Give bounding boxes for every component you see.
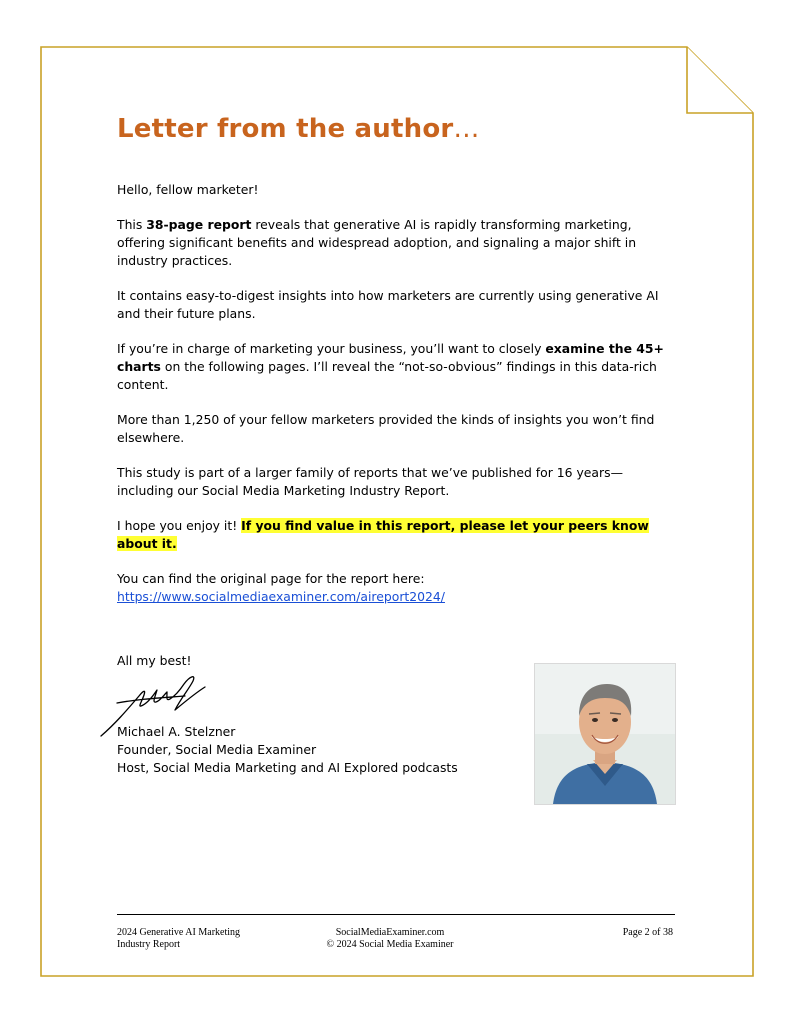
paragraph-respondents: More than 1,250 of your fellow marketers provided the kinds of insights you won’t find elsewhere. [117, 412, 655, 445]
author-block [117, 723, 458, 777]
author-role-host: Host, Social Media Marketing and AI Explored podcasts [117, 760, 458, 775]
letter-body [117, 181, 677, 623]
paragraph-original-page: You can find the original page for the report here: https://www.socialmediaexaminer.com/aireport2024/ [117, 571, 445, 604]
greeting: Hello, fellow marketer! [117, 182, 259, 197]
footer-page-number: Page 2 of 38 [622, 927, 673, 938]
paragraph-report-summary: This 38-page report reveals that generative AI is rapidly transforming marketing, offering significant benefits and widespread adoption, and signaling a major shift in industry practices. [117, 217, 637, 268]
author-name: Michael A. Stelzner [117, 724, 236, 739]
footer-divider [117, 914, 675, 915]
paragraph-insights: It contains easy-to-digest insights into how marketers are currently using generative AI and their future plans. [117, 288, 659, 321]
highlighted-request: If you find value in this report, please let your peers know about it. [117, 518, 649, 551]
paragraph-report-family: This study is part of a larger family of reports that we’ve published for 16 years—including our Social Media Marketing Industry Report. [117, 465, 623, 498]
closing-line: All my best! [117, 653, 192, 668]
paragraph-share-request: I hope you enjoy it! If you find value in this report, please let your peers know about it. [117, 518, 649, 551]
page-title: Letter from the author… [117, 114, 480, 144]
paragraph-charts: If you’re in charge of marketing your business, you’ll want to closely examine the 45+ charts on the following pages. I’ll reveal the “not-so-obvious” findings in this data-rich content. [117, 341, 664, 392]
footer-site: SocialMediaExaminer.com © 2024 Social Media Examiner [326, 927, 454, 950]
author-portrait-icon [535, 664, 675, 804]
author-role-founder: Founder, Social Media Examiner [117, 742, 317, 757]
author-photo [534, 663, 676, 805]
footer-report-name: 2024 Generative AI Marketing Industry Report [117, 927, 241, 950]
report-link[interactable]: https://www.socialmediaexaminer.com/aireport2024/ [117, 589, 445, 604]
